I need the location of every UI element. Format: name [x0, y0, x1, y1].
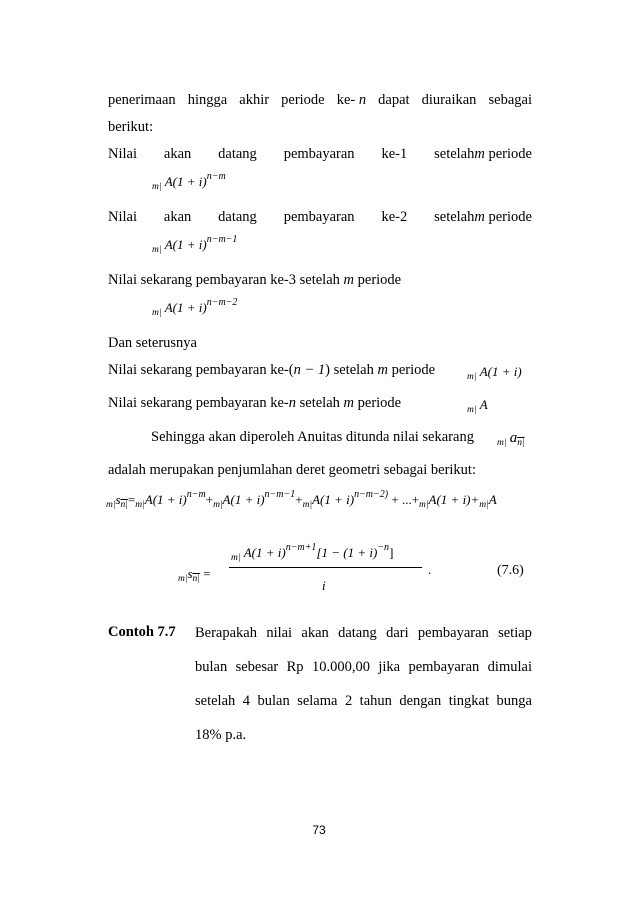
n-line-formula: $_{m|}$ A	[467, 397, 488, 415]
word: periode	[281, 92, 325, 108]
item-3-formula: $_{m|}$ $A(1 + i)^{n-m-2}$	[152, 297, 238, 318]
example-label: Contoh 7.7	[108, 624, 176, 640]
dan-seterusnya: Dan seterusnya	[108, 335, 197, 351]
formula-7-6-numerator: $_{m|}$ $A(1 + i)^{n-m+1}[1 - (1 + i)^{-n}]$	[231, 542, 394, 563]
word: Nilai	[108, 209, 137, 225]
word: akan	[163, 146, 192, 162]
setelah-m-periode: setelahm periode	[434, 146, 532, 162]
example-row-1: Berapakah nilai akan datang dari pembayaran setiap	[195, 625, 532, 641]
word: pembayaran	[283, 209, 355, 225]
n-minus-1-formula: $_{m|}$ A(1 + i)	[467, 364, 522, 382]
example-row-4: 18% p.a.	[195, 727, 247, 743]
word: diuraikan	[421, 92, 477, 108]
word: datang	[218, 146, 257, 162]
word: akan	[163, 209, 192, 225]
formula-7-6-denominator: i	[322, 578, 326, 593]
word: penerimaan	[108, 92, 176, 108]
n-minus-1-text: Nilai sekarang pembayaran ke-(n − 1) setelah m periode	[108, 362, 436, 378]
fraction-bar	[229, 567, 422, 568]
word: akhir	[239, 92, 270, 108]
page-number: 73	[312, 823, 326, 837]
example-row-3: setelah 4 bulan selama 2 tahun dengan tingkat bunga	[195, 693, 532, 709]
example-row-2: bulan sebesar Rp 10.000,00 jika pembayaran dimulai	[195, 659, 532, 675]
example-body	[195, 624, 532, 760]
word: ke-2	[381, 209, 408, 225]
sehingga-text: Sehingga akan diperoleh Anuitas ditunda nilai sekarang	[151, 429, 474, 445]
word: dapat	[378, 92, 410, 108]
word: sebagai	[488, 92, 532, 108]
annuity-symbol: $_{m|}$ $a_{n|}$	[497, 430, 525, 448]
word: Nilai	[108, 146, 137, 162]
word: datang	[218, 209, 257, 225]
word: hingga	[187, 92, 228, 108]
item-1-formula: $_{m|}$ $A(1 + i)^{n-m}$	[152, 171, 226, 192]
word-ke-n: ke- n	[336, 92, 367, 108]
formula-7-6-dot: .	[428, 562, 432, 577]
item-1-text	[108, 145, 532, 163]
equation-number: (7.6)	[497, 563, 524, 578]
adalah-text: adalah merupakan penjumlahan deret geometri sebagai berikut:	[108, 462, 476, 478]
intro-line-2: berikut:	[108, 119, 154, 135]
n-line-text: Nilai sekarang pembayaran ke-n setelah m periode	[108, 395, 402, 411]
item-3-text: Nilai sekarang pembayaran ke-3 setelah m periode	[108, 272, 402, 288]
series-equation: $_{m|}s_{n|}=_{m|}A(1 + i)^{n-m}+_{m|}A(1 + i)^{n-m-1}+_{m|}A(1 + i)^{n-m-2)} + ...+_{m|}A(1 + i)+_{m|}A$	[106, 489, 497, 510]
item-2-formula: $_{m|}$ $A(1 + i)^{n-m-1}$	[152, 234, 238, 255]
intro-line-1	[108, 91, 532, 109]
formula-7-6-lhs: $_{m|}s_{n|}$ =	[178, 566, 211, 584]
setelah-m-periode: setelahm periode	[434, 209, 532, 225]
word: ke-1	[381, 146, 408, 162]
word: pembayaran	[283, 146, 355, 162]
item-2-text	[108, 208, 532, 226]
